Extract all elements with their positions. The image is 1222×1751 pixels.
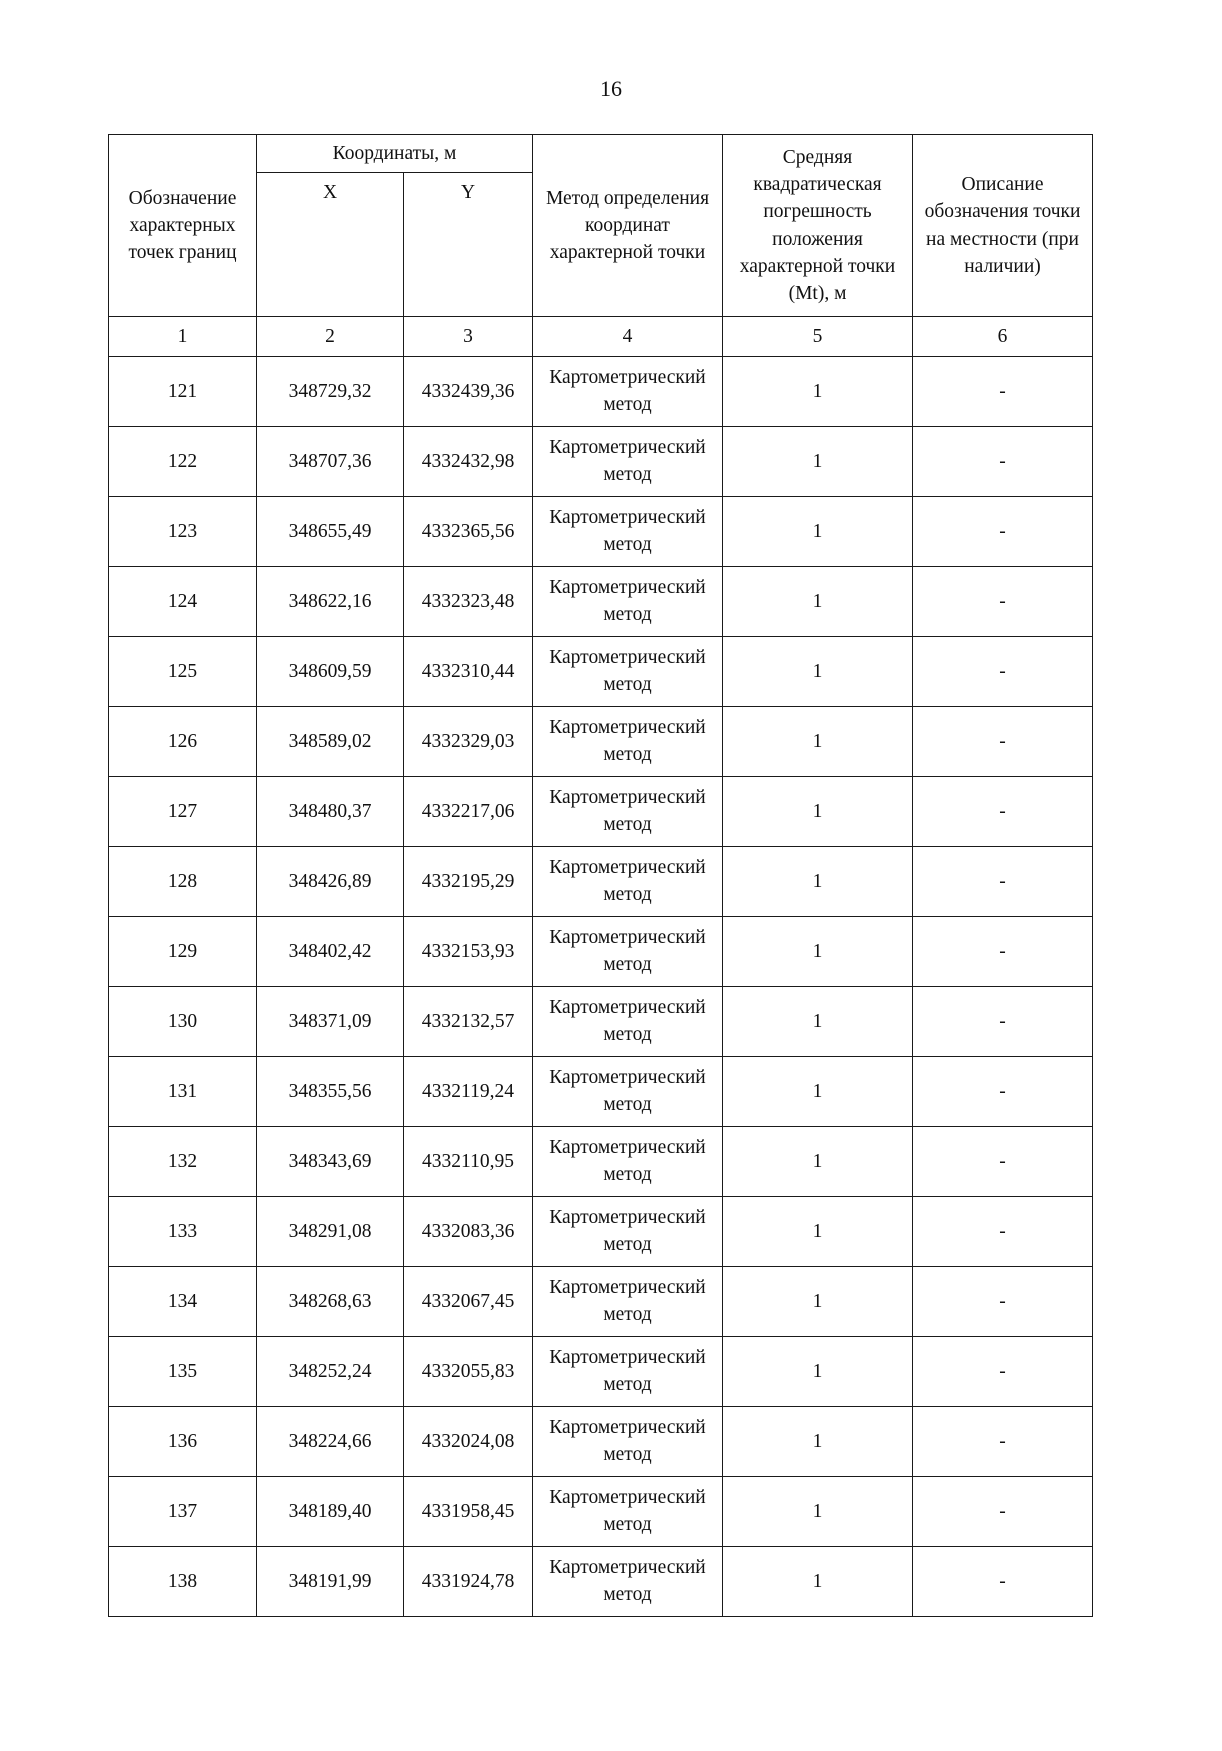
coordinate-x: 348224,66 [257,1407,404,1477]
coordinate-y: 4332439,36 [404,357,533,427]
point-number: 125 [109,637,257,707]
description-value: - [913,427,1093,497]
method-cell: Картометрический метод [533,777,723,847]
error-value: 1 [723,637,913,707]
method-cell: Картометрический метод [533,917,723,987]
error-value: 1 [723,427,913,497]
point-number: 126 [109,707,257,777]
error-value: 1 [723,1337,913,1407]
error-value: 1 [723,1477,913,1547]
table-row [109,777,1093,847]
point-number: 121 [109,357,257,427]
error-value: 1 [723,777,913,847]
table-row [109,987,1093,1057]
header-y: Y [404,173,533,317]
header-coordinates: Координаты, м [257,135,533,173]
table-row [109,1547,1093,1617]
coordinate-x: 348252,24 [257,1337,404,1407]
coordinate-y: 4332119,24 [404,1057,533,1127]
coordinate-y: 4332195,29 [404,847,533,917]
table-row [109,847,1093,917]
description-value: - [913,1127,1093,1197]
column-number: 3 [404,317,533,357]
header-x: X [257,173,404,317]
table-row [109,637,1093,707]
table-row [109,1057,1093,1127]
point-number: 137 [109,1477,257,1547]
description-value: - [913,1197,1093,1267]
error-value: 1 [723,1547,913,1617]
coordinate-x: 348371,09 [257,987,404,1057]
description-value: - [913,497,1093,567]
header-designation: Обозначение характерных точек границ [109,135,257,317]
coordinate-y: 4332217,06 [404,777,533,847]
coordinate-x: 348291,08 [257,1197,404,1267]
method-cell: Картометрический метод [533,567,723,637]
description-value: - [913,637,1093,707]
coordinate-x: 348480,37 [257,777,404,847]
error-value: 1 [723,707,913,777]
coordinate-y: 4332432,98 [404,427,533,497]
coordinate-y: 4332329,03 [404,707,533,777]
point-number: 138 [109,1547,257,1617]
error-value: 1 [723,1197,913,1267]
point-number: 123 [109,497,257,567]
table-row [109,1337,1093,1407]
method-cell: Картометрический метод [533,1407,723,1477]
point-number: 129 [109,917,257,987]
table-row [109,1267,1093,1337]
coordinate-x: 348707,36 [257,427,404,497]
table-row [109,1127,1093,1197]
table-body [109,357,1093,1617]
error-value: 1 [723,567,913,637]
coordinate-y: 4332055,83 [404,1337,533,1407]
coordinate-y: 4332083,36 [404,1197,533,1267]
point-number: 134 [109,1267,257,1337]
description-value: - [913,987,1093,1057]
description-value: - [913,707,1093,777]
header-method: Метод определения координат характерной точки [533,135,723,317]
point-number: 130 [109,987,257,1057]
point-number: 128 [109,847,257,917]
description-value: - [913,1337,1093,1407]
method-cell: Картометрический метод [533,1477,723,1547]
table-row [109,1407,1093,1477]
method-cell: Картометрический метод [533,1547,723,1617]
coordinate-x: 348609,59 [257,637,404,707]
method-cell: Картометрический метод [533,637,723,707]
error-value: 1 [723,1267,913,1337]
method-cell: Картометрический метод [533,1337,723,1407]
description-value: - [913,567,1093,637]
coordinate-x: 348355,56 [257,1057,404,1127]
table-row [109,357,1093,427]
point-number: 135 [109,1337,257,1407]
coordinate-x: 348729,32 [257,357,404,427]
error-value: 1 [723,987,913,1057]
header-description: Описание обозначения точки на местности (при наличии) [913,135,1093,317]
page-number: 16 [600,76,622,101]
coordinate-x: 348268,63 [257,1267,404,1337]
coordinate-y: 4332110,95 [404,1127,533,1197]
table-row [109,707,1093,777]
coordinate-y: 4332153,93 [404,917,533,987]
column-number: 1 [109,317,257,357]
error-value: 1 [723,1127,913,1197]
coordinate-y: 4332323,48 [404,567,533,637]
error-value: 1 [723,917,913,987]
method-cell: Картометрический метод [533,1127,723,1197]
method-cell: Картометрический метод [533,987,723,1057]
coordinate-x: 348191,99 [257,1547,404,1617]
description-value: - [913,1057,1093,1127]
method-cell: Картометрический метод [533,1267,723,1337]
method-cell: Картометрический метод [533,1197,723,1267]
point-number: 136 [109,1407,257,1477]
method-cell: Картометрический метод [533,357,723,427]
point-number: 132 [109,1127,257,1197]
description-value: - [913,847,1093,917]
point-number: 122 [109,427,257,497]
method-cell: Картометрический метод [533,707,723,777]
coordinate-y: 4332132,57 [404,987,533,1057]
coordinate-x: 348426,89 [257,847,404,917]
coordinate-x: 348589,02 [257,707,404,777]
coordinate-x: 348622,16 [257,567,404,637]
error-value: 1 [723,1057,913,1127]
coordinate-x: 348343,69 [257,1127,404,1197]
description-value: - [913,1407,1093,1477]
table-row [109,1197,1093,1267]
coordinate-y: 4332365,56 [404,497,533,567]
error-value: 1 [723,497,913,567]
column-number: 2 [257,317,404,357]
error-value: 1 [723,357,913,427]
coordinate-y: 4332024,08 [404,1407,533,1477]
column-number-row [109,317,1093,357]
point-number: 124 [109,567,257,637]
column-number: 6 [913,317,1093,357]
coordinates-table [108,134,1093,1617]
column-number: 4 [533,317,723,357]
header-error: Средняя квадратическая погрешность положения характерной точки (Mt), м [723,135,913,317]
coordinate-y: 4331924,78 [404,1547,533,1617]
coordinate-x: 348189,40 [257,1477,404,1547]
coordinate-y: 4331958,45 [404,1477,533,1547]
coordinate-y: 4332067,45 [404,1267,533,1337]
table-row [109,427,1093,497]
description-value: - [913,917,1093,987]
point-number: 127 [109,777,257,847]
method-cell: Картометрический метод [533,847,723,917]
error-value: 1 [723,847,913,917]
method-cell: Картометрический метод [533,427,723,497]
description-value: - [913,357,1093,427]
description-value: - [913,1547,1093,1617]
coordinate-x: 348655,49 [257,497,404,567]
coordinate-x: 348402,42 [257,917,404,987]
description-value: - [913,1477,1093,1547]
error-value: 1 [723,1407,913,1477]
point-number: 133 [109,1197,257,1267]
point-number: 131 [109,1057,257,1127]
description-value: - [913,777,1093,847]
method-cell: Картометрический метод [533,1057,723,1127]
coordinate-y: 4332310,44 [404,637,533,707]
description-value: - [913,1267,1093,1337]
table-row [109,917,1093,987]
column-number: 5 [723,317,913,357]
method-cell: Картометрический метод [533,497,723,567]
table-row [109,567,1093,637]
table-row [109,1477,1093,1547]
table-row [109,497,1093,567]
